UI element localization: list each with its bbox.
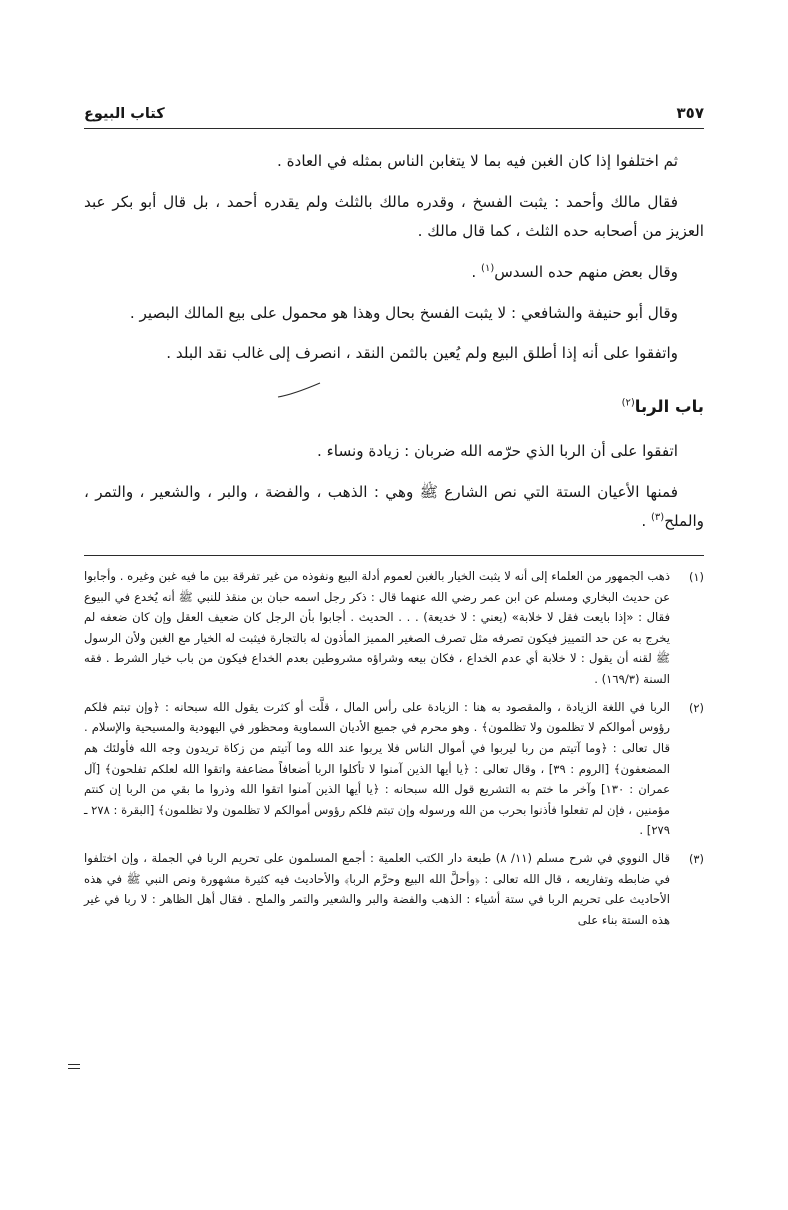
footnote-text: قال النووي في شرح مسلم (١١/ ٨) طبعة دار الكتب العلمية : أجمع المسلمون على تحريم الربا في الجملة ، وإن اختلفوا في ضابطه وتفاريعه ، قال الله تعالى : ﴿وأحلَّ الله البيع وحرَّم الربا﴾ والأحاديث فيه كثيرة مشهورة ونص النبي ﷺ في هذه الأحاديث على تحريم الربا في ستة أشياء : الذهب والفضة والبر والشعير والتمر والملح . فقال أهل الظاهر : لا ربا في غير هذه الستة بناء على [84, 851, 670, 927]
paragraph-3-tail: . [471, 262, 482, 281]
book-title: كتاب البيوع [84, 106, 165, 122]
paragraph-4: وقال أبو حنيفة والشافعي : لا يثبت الفسخ بحال وهذا هو محمول على بيع المالك البصير . [129, 303, 678, 322]
chapter-heading [84, 391, 704, 423]
footnote-ref-2: (٢) [621, 397, 635, 409]
swash-flourish-icon [276, 381, 336, 399]
paragraph-6: اتفقوا على أن الربا الذي حرّمه الله ضربان : زيادة ونساء . [317, 442, 678, 461]
page-number: ٣٥٧ [676, 104, 704, 122]
paragraph-5: واتفقوا على أنه إذا أطلق البيع ولم يُعين بالثمن النقد ، انصرف إلى غالب نقد البلد . [166, 344, 678, 363]
footnote-ref-3: (٣) [651, 512, 665, 524]
paragraph-3-text: وقال بعض منهم حده السدس [494, 262, 678, 281]
page-header [84, 104, 704, 129]
chapter-title: باب الربا [634, 396, 704, 416]
footnote-text: الربا في اللغة الزيادة ، والمقصود به هنا : الزيادة على رأس المال ، قلَّت أو كثرت يقول الله سبحانه : ﴿وإن تبتم فلكم رؤوس أموالكم لا تظلمون ولا تظلمون﴾ . وهو محرم في جميع الأديان السماوية ومحظور في اليهودية والمسيحية والإسلام . قال تعالى : ﴿وما آتيتم من ربا ليربوا في أموال الناس فلا يربوا عند الله وما آتيتم من زكاة تريدون وجه الله فأولئك هم المضعفون﴾ [الروم : ٣٩] ، وقال تعالى : ﴿يا أيها الذين آمنوا لا تأكلوا الربا أضعافاً مضاعفة واتقوا الله لعلكم تفلحون﴾ [آل عمران : ١٣٠] وآخر ما ختم به التشريع قول الله سبحانه : ﴿يا أيها الذين آمنوا اتقوا الله وذروا ما بقي من الربا إن كنتم مؤمنين ، فإن لم تفعلوا فأذنوا بحرب من الله ورسوله وإن تبتم فلكم رؤوس أموالكم لا تظلمون ولا تظلمون﴾ [البقرة : ٢٧٨ ـ ٢٧٩] . [84, 699, 670, 838]
paragraph-3 [84, 258, 704, 288]
footnote-marker: (١) [688, 569, 704, 584]
footnotes-section [84, 566, 704, 931]
main-text [84, 147, 704, 537]
paragraph-7-tail: . [641, 512, 652, 531]
footnote-item [84, 566, 704, 690]
paragraph-7-text: فمنها الأعيان الستة التي نص الشارع ﷺ وهي : الذهب ، والفضة ، والبر ، والشعير ، والتمر ، والملح [84, 482, 704, 531]
margin-mark-icon [68, 1064, 80, 1072]
footnote-item [84, 697, 704, 841]
footnote-item [84, 848, 704, 931]
paragraph-7 [84, 478, 704, 537]
footnote-marker: (٣) [688, 852, 704, 867]
footnote-separator [84, 555, 704, 556]
footnote-text: ذهب الجمهور من العلماء إلى أنه لا يثبت الخيار بالغبن لعموم أدلة البيع ونفوذه من غير تفرقة بين ما فيه غبن وغيره . وأجابوا عن حديث البخاري ومسلم عن ابن عمر رضي الله عنهما قال : ذكر رجل اسمه حبان بن منقذ للنبي ﷺ أنه يُخدع في البيوع فقال : «إذا بايعت فقل لا خلابة» (يعني : لا خديعة) . . . الحديث . أجابوا بأن الرجل كان ضعيف العقل وإن كان ضعفه لم يخرج به عن حد التمييز فيكون تصرفه مثل تصرف الصغير المميز المأذون له بالتجارة فيثبت له الخيار مع الغبن ولأن الرسول ﷺ لقنه أن يقول : لا خلابة أي عدم الخداع ، فكان بيعه وشراؤه مشروطين بعدم الخداع فيكون من باب خيار الشرط . فقه السنة (١٦٩/٣) . [84, 568, 670, 687]
paragraph-2: فقال مالك وأحمد : يثبت الفسخ ، وقدره مالك بالثلث ولم يقدره أحمد ، بل قال أبو بكر عبد العزيز من أصحابه حده الثلث ، كما قال مالك . [84, 192, 704, 241]
paragraph-1: ثم اختلفوا إذا كان الغبن فيه بما لا يتغابن الناس بمثله في العادة . [276, 152, 678, 170]
footnote-ref-1: (١) [481, 262, 495, 274]
footnote-marker: (٢) [688, 700, 704, 715]
